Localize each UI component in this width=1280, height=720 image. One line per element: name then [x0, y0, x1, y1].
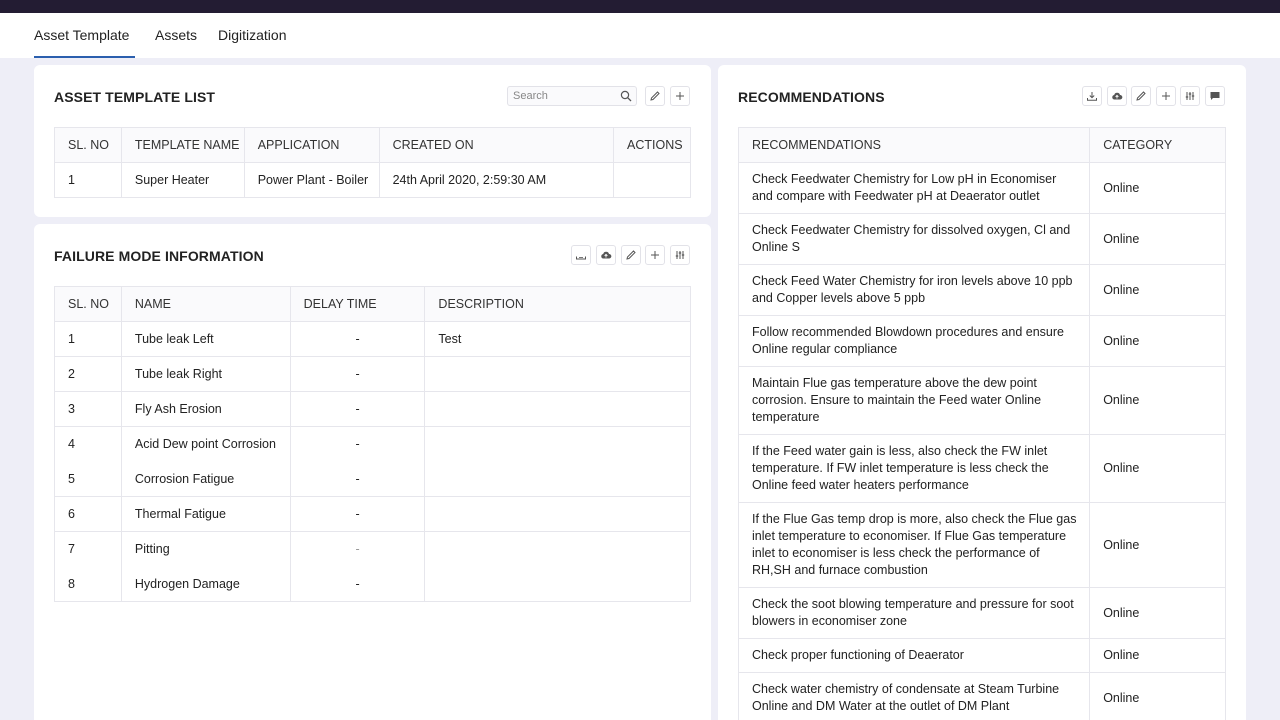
cell-name: Corrosion Fatigue	[121, 462, 290, 497]
table-row[interactable]	[739, 639, 1226, 673]
cell-delay-time: -	[290, 497, 425, 532]
cell-created-on: 24th April 2020, 2:59:30 AM	[379, 163, 613, 198]
cell-name: Pitting	[121, 532, 290, 567]
cell-description	[425, 532, 691, 567]
cell-name: Hydrogen Damage	[121, 567, 290, 602]
cell-description	[425, 497, 691, 532]
cell-description	[425, 462, 691, 497]
cell-sl-no: 1	[55, 163, 122, 198]
cell-recommendation: Follow recommended Blowdown procedures and ensure Online regular compliance	[739, 316, 1090, 367]
cell-sl-no: 1	[55, 322, 122, 357]
pencil-icon	[625, 249, 637, 261]
search-input[interactable]	[513, 89, 613, 103]
plus-icon	[649, 249, 661, 261]
table-row[interactable]	[739, 316, 1226, 367]
panel-title: RECOMMENDATIONS	[738, 89, 885, 105]
cell-sl-no: 6	[55, 497, 122, 532]
chat-icon	[1209, 90, 1221, 102]
table-row[interactable]	[739, 588, 1226, 639]
cloud-upload-icon	[600, 249, 612, 261]
table-row[interactable]	[739, 673, 1226, 720]
cell-name: Tube leak Right	[121, 357, 290, 392]
cloud-upload-icon	[1111, 90, 1123, 102]
cell-category: Online	[1090, 673, 1226, 720]
add-button[interactable]	[670, 86, 690, 106]
cell-recommendation: If the Feed water gain is less, also check the FW inlet temperature. If FW inlet temperature is less check the Online feed water heaters performance	[739, 435, 1090, 503]
upload-button[interactable]	[1107, 86, 1127, 106]
table-row[interactable]	[55, 427, 691, 462]
cell-recommendation: Check proper functioning of Deaerator	[739, 639, 1090, 673]
cell-delay-time: -	[290, 532, 425, 567]
cell-sl-no: 4	[55, 427, 122, 462]
cell-delay-time: -	[290, 567, 425, 602]
cell-description	[425, 567, 691, 602]
cell-template-name: Super Heater	[121, 163, 244, 198]
active-tab-indicator	[34, 56, 135, 58]
column-header: DELAY TIME	[290, 287, 425, 322]
cell-delay-time: -	[290, 427, 425, 462]
cell-name: Tube leak Left	[121, 322, 290, 357]
recommendations-table	[738, 127, 1226, 720]
table-row[interactable]	[739, 435, 1226, 503]
cell-category: Online	[1090, 316, 1226, 367]
edit-button[interactable]	[1131, 86, 1151, 106]
add-button[interactable]	[645, 245, 665, 265]
cell-recommendation: Check Feedwater Chemistry for Low pH in Economiser and compare with Feedwater pH at Deaerator outlet	[739, 163, 1090, 214]
tab-bar	[0, 13, 1280, 58]
column-header: SL. NO	[55, 128, 122, 163]
tab-digitization[interactable]: Digitization	[218, 27, 287, 43]
settings-button[interactable]	[1180, 86, 1200, 106]
column-header: TEMPLATE NAME	[121, 128, 244, 163]
table-row[interactable]	[55, 567, 691, 602]
plus-icon	[674, 90, 686, 102]
cell-name: Fly Ash Erosion	[121, 392, 290, 427]
cell-description	[425, 427, 691, 462]
cell-delay-time: -	[290, 392, 425, 427]
pencil-icon	[1135, 90, 1147, 102]
table-row[interactable]	[739, 163, 1226, 214]
cell-sl-no: 8	[55, 567, 122, 602]
panel-title: FAILURE MODE INFORMATION	[54, 248, 264, 264]
column-header: SL. NO	[55, 287, 122, 322]
tray-icon	[575, 249, 587, 261]
download-button[interactable]	[571, 245, 591, 265]
cell-sl-no: 7	[55, 532, 122, 567]
cell-delay-time: -	[290, 357, 425, 392]
column-header: DESCRIPTION	[425, 287, 691, 322]
cell-category: Online	[1090, 163, 1226, 214]
cell-delay-time: -	[290, 462, 425, 497]
cell-recommendation: If the Flue Gas temp drop is more, also check the Flue gas inlet temperature to economiser. If Flue Gas temperature inlet to economiser is less check the performance of RH,SH and furnace combustion	[739, 503, 1090, 588]
settings-button[interactable]	[670, 245, 690, 265]
table-row[interactable]	[55, 392, 691, 427]
table-row[interactable]	[739, 265, 1226, 316]
pencil-icon	[649, 90, 661, 102]
cell-recommendation: Check water chemistry of condensate at Steam Turbine Online and DM Water at the outlet of DM Plant	[739, 673, 1090, 720]
cell-sl-no: 2	[55, 357, 122, 392]
tab-assets[interactable]: Assets	[155, 27, 198, 43]
table-row[interactable]	[55, 163, 691, 198]
sliders-icon	[674, 249, 686, 261]
cell-category: Online	[1090, 588, 1226, 639]
asset-template-table	[54, 127, 691, 198]
cell-category: Online	[1090, 367, 1226, 435]
column-header: CREATED ON	[379, 128, 613, 163]
table-row[interactable]	[739, 214, 1226, 265]
cell-application: Power Plant - Boiler	[244, 163, 379, 198]
table-row[interactable]	[739, 367, 1226, 435]
table-row[interactable]	[739, 503, 1226, 588]
edit-button[interactable]	[621, 245, 641, 265]
asset-template-list-panel	[34, 65, 711, 217]
tab-asset-template[interactable]: Asset Template	[34, 27, 130, 43]
cell-recommendation: Maintain Flue gas temperature above the dew point corrosion. Ensure to maintain the Feed water Online temperature	[739, 367, 1090, 435]
edit-button[interactable]	[645, 86, 665, 106]
recommendations-panel	[718, 65, 1246, 720]
download-button[interactable]	[1082, 86, 1102, 106]
upload-button[interactable]	[596, 245, 616, 265]
panel-title: ASSET TEMPLATE LIST	[54, 89, 216, 105]
cell-sl-no: 5	[55, 462, 122, 497]
table-row[interactable]	[55, 357, 691, 392]
top-bar	[0, 0, 1280, 13]
cell-recommendation: Check Feedwater Chemistry for dissolved oxygen, Cl and Online S	[739, 214, 1090, 265]
cell-delay-time: -	[290, 322, 425, 357]
cell-sl-no: 3	[55, 392, 122, 427]
cell-category: Online	[1090, 265, 1226, 316]
cell-category: Online	[1090, 503, 1226, 588]
column-header: RECOMMENDATIONS	[739, 128, 1090, 163]
column-header: APPLICATION	[244, 128, 379, 163]
sliders-icon	[1184, 90, 1196, 102]
cell-category: Online	[1090, 435, 1226, 503]
cell-recommendation: Check the soot blowing temperature and pressure for soot blowers in economiser zone	[739, 588, 1090, 639]
cell-name: Acid Dew point Corrosion	[121, 427, 290, 462]
cell-actions	[614, 163, 691, 198]
table-row[interactable]	[55, 462, 691, 497]
failure-mode-table	[54, 286, 691, 602]
cell-category: Online	[1090, 214, 1226, 265]
add-button[interactable]	[1156, 86, 1176, 106]
comment-button[interactable]	[1205, 86, 1225, 106]
column-header: CATEGORY	[1090, 128, 1226, 163]
cell-recommendation: Check Feed Water Chemistry for iron levels above 10 ppb and Copper levels above 5 ppb	[739, 265, 1090, 316]
table-row[interactable]	[55, 497, 691, 532]
cell-category: Online	[1090, 639, 1226, 673]
plus-icon	[1160, 90, 1172, 102]
column-header: ACTIONS	[614, 128, 691, 163]
search-box	[507, 86, 637, 106]
table-row[interactable]	[55, 322, 691, 357]
cell-description	[425, 357, 691, 392]
download-icon	[1086, 90, 1098, 102]
failure-mode-panel	[34, 224, 711, 720]
column-header: NAME	[121, 287, 290, 322]
search-icon[interactable]	[620, 90, 632, 102]
cell-description: Test	[425, 322, 691, 357]
cell-name: Thermal Fatigue	[121, 497, 290, 532]
table-row[interactable]	[55, 532, 691, 567]
cell-description	[425, 392, 691, 427]
